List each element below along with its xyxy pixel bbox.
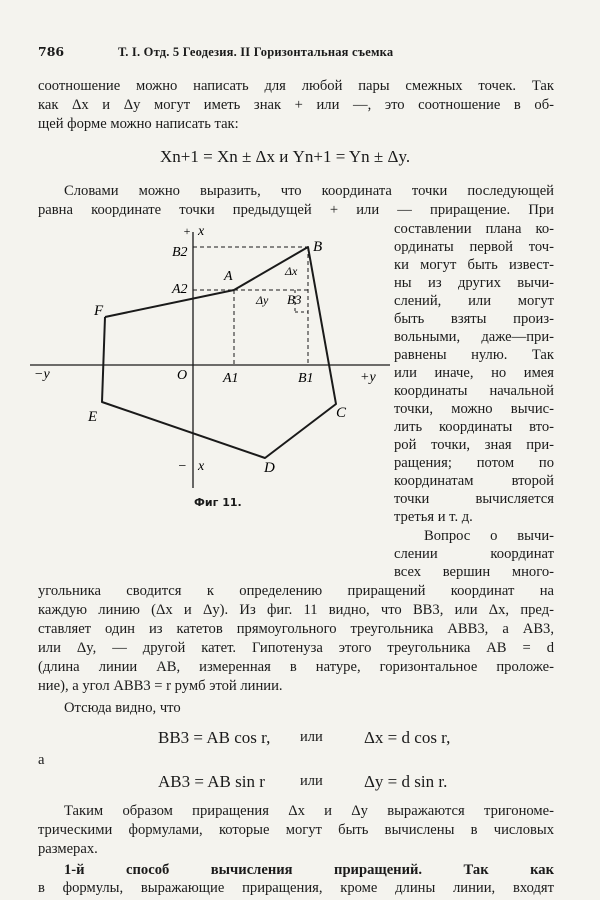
label-a2: A2 [172, 282, 188, 297]
label-a: A [224, 269, 233, 284]
right-line: рой точки, зная при- [394, 437, 554, 453]
axis-label-x-top: x [198, 224, 205, 239]
label-o: O [177, 368, 188, 383]
label-d: D [264, 460, 275, 476]
para1-line-2: как Δx и Δy могут иметь знак + или —, это соотношение в об- [38, 97, 554, 113]
para2-line-1: Словами можно выразить, что координата точки последующей [64, 183, 554, 199]
right-line: координатам второй [394, 473, 554, 489]
label-e: E [88, 409, 98, 425]
label-b1: B1 [298, 371, 314, 386]
formula-ab3-or: или [300, 773, 323, 789]
para1-line-3: щей форме можно написать так: [38, 116, 239, 132]
para3-line-6: ние), а угол ABB3 = r румб этой линии. [38, 678, 283, 694]
para3-line-5: (длина линии AB, измеренная в натуре, горизонтальное проложе- [38, 659, 554, 675]
formula-dy: Δy = d sin r. [364, 772, 448, 791]
label-b2: B2 [172, 245, 188, 260]
label-b3: B3 [287, 292, 302, 307]
para3-line-3: ставляет один из катетов прямоугольного треугольника ABB3, а AB3, [38, 621, 554, 637]
running-title: Т. I. Отд. 5 Геодезия. II Горизонтальная съемка [118, 45, 394, 59]
para4: Отсюда видно, что [64, 700, 181, 716]
right-line: или иначе, но имея [394, 365, 554, 381]
page-number: 786 [38, 44, 65, 59]
para3-line-1: угольника сводится к определению приращений координат на [38, 583, 554, 599]
figure-caption: Фиг 11. [194, 496, 242, 509]
label-c: C [336, 405, 347, 421]
right-line: координаты начальной [394, 383, 554, 399]
para3-right-line-3: всех вершин много- [394, 564, 554, 580]
label-f: F [94, 303, 104, 319]
formula-recurrence: Xn+1 = Xn ± Δx и Yn+1 = Yn ± Δy. [160, 147, 411, 166]
para3-right-line-1: Вопрос о вычи- [424, 528, 554, 544]
right-line: быть взяты произ- [394, 311, 554, 327]
para5-line-1: Таким образом приращения Δx и Δy выражаются тригономе- [64, 803, 554, 819]
para3-right-line-2: слении координат [394, 546, 554, 562]
para1-line-1: соотношение можно написать для любой пары смежных точек. Так [38, 78, 554, 94]
label-delta-y: Δy [256, 293, 269, 307]
right-line: составлении плана ко- [394, 221, 554, 237]
right-line: ны из других вычи- [394, 275, 554, 291]
formula-bb3-or: или [300, 729, 323, 745]
axis-label-x-bottom: x [198, 459, 205, 474]
right-line: точки, можно вычис- [394, 401, 554, 417]
axis-label-minus-y: −y [34, 367, 50, 382]
para3-line-4: или Δy, — другой катет. Гипотенуза этого треугольника AB = d [38, 640, 554, 656]
axis-label-plus-y: +y [360, 370, 376, 385]
right-line: лить координаты вто- [394, 419, 554, 435]
right-line: ки могут быть извест- [394, 257, 554, 273]
para5-line-2: трическими формулами, которые могут быть вычислены в числовых [38, 822, 554, 838]
para2-line-2: равна координате точки предыдущей + или — приращение. При [38, 202, 554, 218]
label-a1: A1 [223, 371, 239, 386]
right-line: равнены нулю. Так [394, 347, 554, 363]
formula-dx: Δx = d cos r, [364, 728, 451, 747]
right-line: вольными, даже—при- [394, 329, 554, 345]
polygon-traverse [102, 247, 336, 458]
formula-bb3-left: BB3 = AB cos r, [158, 728, 271, 747]
label-delta-x: Δx [285, 264, 298, 278]
formula-ab3-left: AB3 = AB sin r [158, 772, 265, 791]
axis-label-minus-x: − [177, 459, 187, 474]
axis-label-plus-x: + [182, 224, 191, 238]
para6-line-1: 1-й способ вычисления приращений. Так как [64, 862, 554, 878]
right-line: слений, или могут [394, 293, 554, 309]
label-b: B [313, 239, 323, 255]
figure-11-diagram [30, 222, 392, 492]
right-line: ординаты первой точ- [394, 239, 554, 255]
conjunction-a: а [38, 752, 45, 768]
para3-line-2: каждую линию (Δx и Δy). Из фиг. 11 видно, что BB3, или Δx, пред- [38, 602, 554, 618]
right-line: ращения; потом по [394, 455, 554, 471]
para6-line-2: в формулы, выражающие приращения, кроме длины линии, входят [38, 880, 554, 896]
para5-line-3: размерах. [38, 841, 98, 857]
right-line: точки вычисляется [394, 491, 554, 507]
right-line: третья и т. д. [394, 509, 473, 525]
